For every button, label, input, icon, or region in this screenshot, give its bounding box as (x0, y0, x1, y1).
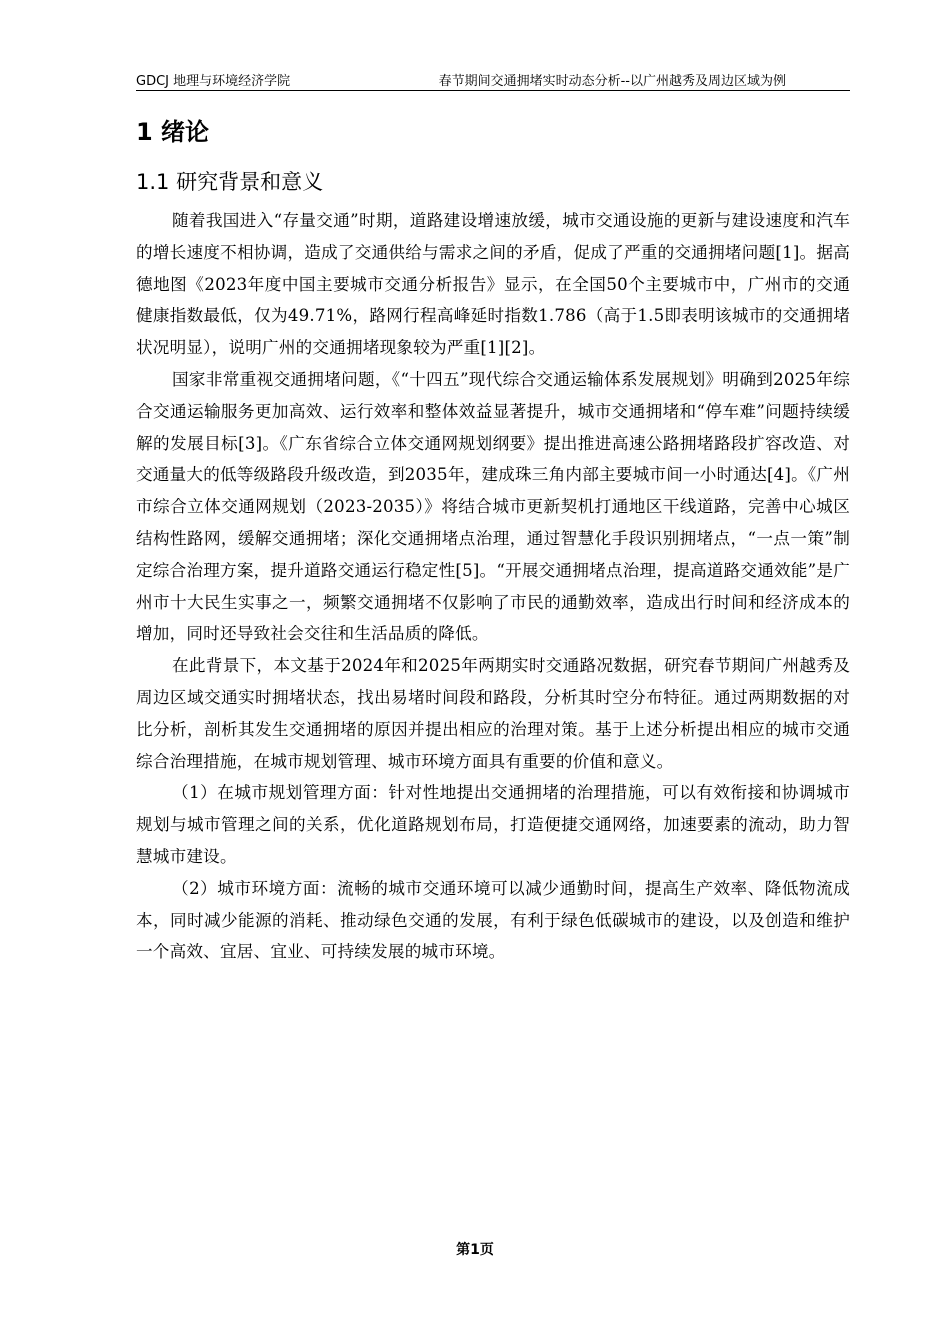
paragraph-policy: 国家非常重视交通拥堵问题，《“十四五”现代综合交通运输体系发展规划》明确到2025年综合交通运输服务更加高效、运行效率和整体效益显著提升，城市交通拥堵和“停车难”问题持续缓解的发展目标[3]。《广东省综合立体交通网规划纲要》提出推进高速公路拥堵路段扩容改造、对交通量大的低等级路段升级改造，到2035年，建成珠三角内部主要城市间一小时通达[4]。《广州市综合立体交通网规划（2023-2035）》将结合城市更新契机打通地区干线道路，完善中心城区结构性路网，缓解交通拥堵；深化交通拥堵点治理，通过智慧化手段识别拥堵点，“一点一策”制定综合治理方案，提升道路交通运行稳定性[5]。“开展交通拥堵点治理，提高道路交通效能”是广州市十大民生实事之一，频繁交通拥堵不仅影响了市民的通勤效率，造成出行时间和经济成本的增加，同时还导致社会交往和生活品质的降低。 (136, 369, 850, 644)
paragraph-background: 随着我国进入“存量交通”时期，道路建设增速放缓，城市交通设施的更新与建设速度和汽车的增长速度不相协调，造成了交通供给与需求之间的矛盾，促成了严重的交通拥堵问题[1]。据高德地图《2023年度中国主要城市交通分析报告》显示，在全国50个主要城市中，广州市的交通健康指数最低，仅为49.71%，路网行程高峰延时指数1.786（高于1.5即表明该城市的交通拥堵状况明显），说明广州的交通拥堵现象较为严重[1][2]。 (136, 211, 850, 358)
header-paper-title: 春节期间交通拥堵实时动态分析--以广州越秀及周边区域为例 (438, 74, 786, 89)
paragraph-significance-environment: （2）城市环境方面：流畅的城市交通环境可以减少通勤时间，提高生产效率、降低物流成本，同时减少能源的消耗、推动绿色交通的发展，有利于绿色低碳城市的建设，以及创造和维护一个高效、宜居、宜业、可持续发展的城市环境。 (136, 878, 850, 962)
section-title: 1.1 研究背景和意义 (136, 170, 324, 194)
chapter-title: 1 绪论 (136, 118, 210, 146)
header-institution: GDCJ 地理与环境经济学院 (136, 74, 291, 89)
page-number: 第1页 (456, 1242, 494, 1258)
body-text (136, 205, 850, 968)
paragraph-significance-planning: （1）在城市规划管理方面：针对性地提出交通拥堵的治理措施，可以有效衔接和协调城市规划与城市管理之间的关系，优化道路规划布局，打造便捷交通网络，加速要素的流动，助力智慧城市建设。 (136, 783, 850, 866)
page-header (136, 64, 850, 91)
paragraph-research-aim: 在此背景下，本文基于2024年和2025年两期实时交通路况数据，研究春节期间广州越秀及周边区域交通实时拥堵状态，找出易堵时间段和路段，分析其时空分布特征。通过两期数据的对比分析，剖析其发生交通拥堵的原因并提出相应的治理对策。基于上述分析提出相应的城市交通综合治理措施，在城市规划管理、城市环境方面具有重要的价值和意义。 (136, 656, 850, 771)
